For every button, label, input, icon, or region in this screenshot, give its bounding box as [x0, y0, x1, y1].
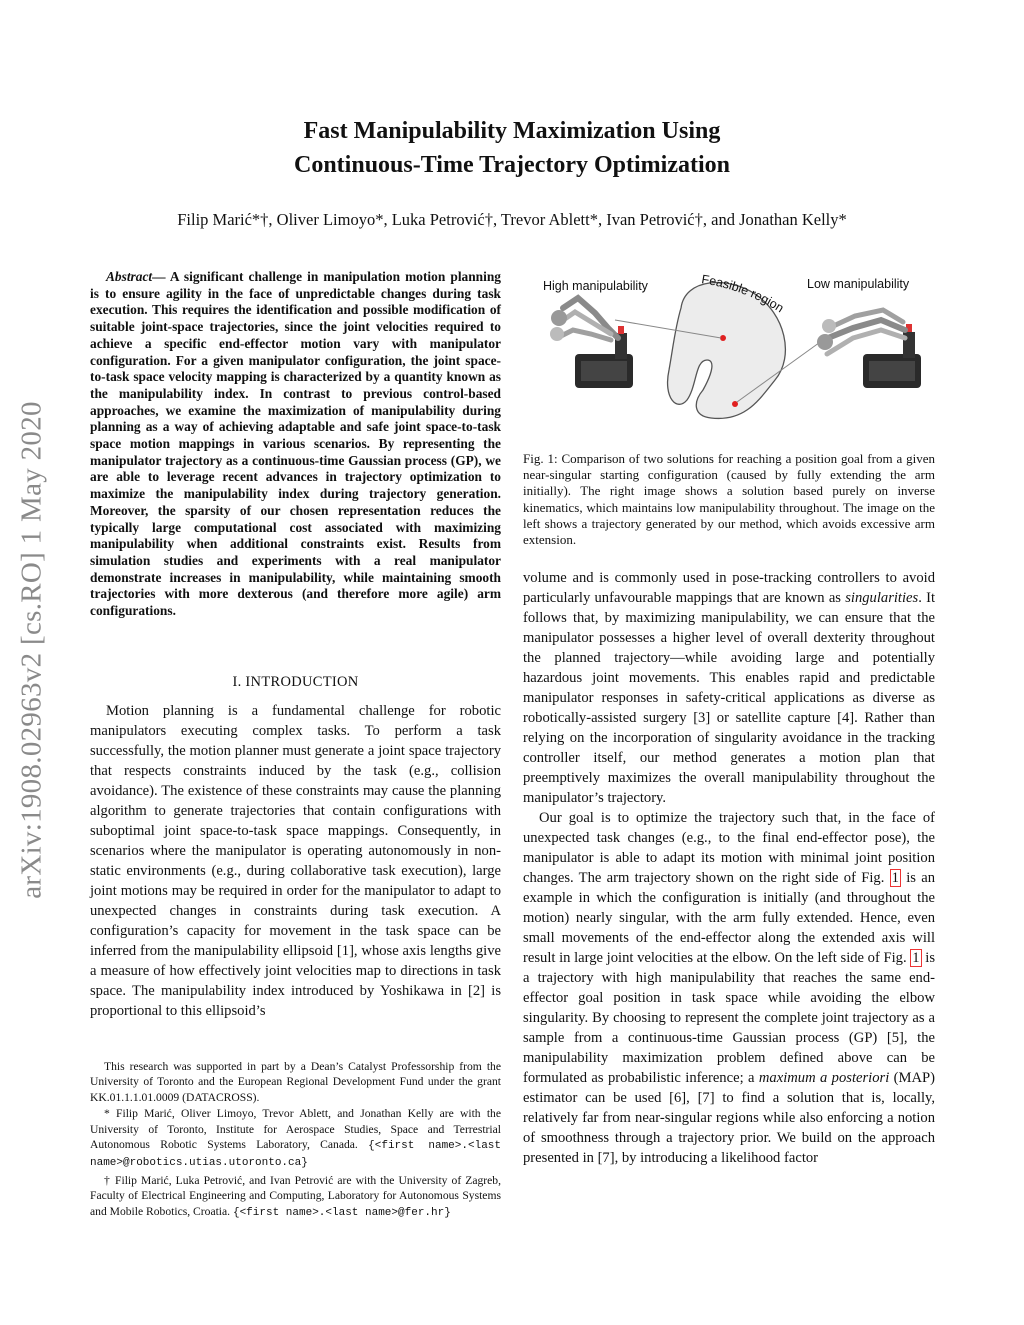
right-p1-text-a: volume and is commonly used in pose-tracking controllers to avoid particularly unfavourable mappings that are known as	[523, 570, 935, 606]
footnote-zagreb	[90, 1173, 501, 1221]
author-list: Filip Marić*†, Oliver Limoyo*, Luka Petrović†, Trevor Ablett*, Ivan Petrović†, and Jonathan Kelly*	[177, 210, 847, 229]
section-heading-introduction: I. INTRODUCTION	[232, 674, 359, 690]
fig-ref-link-2[interactable]: 1	[912, 950, 920, 966]
right-p2-text-a: Our goal is to optimize the trajectory such that, in the face of unexpected task changes (e.g., to the final end-effector pose), the manipulator is able to adapt its motion with minimal joint position changes. The arm trajectory shown on the right side of Fig.	[523, 810, 935, 886]
figure-1	[523, 268, 935, 446]
title-line-2: Continuous-Time Trajectory Optimization	[294, 152, 730, 178]
paper-title	[130, 114, 894, 182]
intro-paragraph: Motion planning is a fundamental challenge for robotic manipulators executing complex tasks. To perform a task successfully, the motion planner must generate a joint space trajectory that respects constraints induced by the task (e.g., collision avoidance). The existence of these constraints may cause the planning algorithm to generate trajectories that contain configurations with suboptimal joint space-to-task space mappings. Consequently, in scenarios where the manipulator is operating autonomously in non-static environments (e.g., during collaborative task execution), large joint motions may be required in order for the manipulator to adapt to unexpected changes in constraints during task execution. A configuration’s capacity for movement in the task space can be inferred from the manipulability ellipsoid [1], whose axis lengths give a measure of how effectively joint velocities map to directions in task space. The manipulability index introduced by Yoshikawa in [2] is proportional to this ellipsoid’s	[90, 703, 501, 1019]
right-paragraph-1	[523, 568, 935, 808]
robot-right-image	[817, 310, 921, 388]
label-high-manipulability: High manipulability	[543, 279, 648, 293]
footnote-toronto-email[interactable]: {<first name>.<last name>@robotics.utias.utoronto.ca}	[90, 1140, 501, 1170]
right-p2-text-b: is an example in which the configuration is initially (and throughout the motion) nearly singular, with the arm fully extended. Hence, even small movements of the end-effector along the extended axis will result in large joint velocities at the elbow. On the left side of Fig.	[523, 870, 935, 966]
right-p2-text-c: is a trajectory with high manipulability that reaches the same end-effector goal position in task space while avoiding the elbow singularity. By choosing to represent the complete joint trajectory as a sample from a continuous-time Gaussian process (GP) [5], the manipulability maximization problem defined above can be formulated as probabilistic inference; a	[523, 950, 935, 1086]
robot-left-image	[550, 298, 633, 388]
label-low-manipulability: Low manipulability	[807, 277, 910, 291]
footnote-toronto-text: * Filip Marić, Oliver Limoyo, Trevor Ablett, and Jonathan Kelly are with the University of Toronto, Institute for Aerospace Studies, Space and Terrestrial Autonomous Robotic Systems Laboratory, Canada.	[90, 1107, 501, 1152]
right-column-body	[523, 568, 935, 1168]
arxiv-identifier	[8, 340, 56, 960]
arxiv-id-text: arXiv:1908.02963v2 [cs.RO] 1 May 2020	[15, 401, 48, 899]
introduction-body	[90, 701, 501, 1021]
right-p1-emphasis: singularities	[845, 590, 919, 606]
right-p1-text-b: . It follows that, by maximizing manipulability, we can ensure that the manipulator possesses a higher level of overall dexterity throughout the planned trajectory—while avoiding large and potentially hazardous joint movements. This enables rapid and predictable manipulator responses in safety-critical applications as diverse as robotically-assisted surgery [3] or satellite capture [4]. Rather than relying on the incorporation of singularity avoidance in the tracking controller itself, our method generates a motion plan that preemptively maximizes the overall manipulability throughout the manipulator’s trajectory.	[523, 590, 935, 806]
label-feasible-region-path: Feasible region	[700, 272, 787, 316]
footnote-zagreb-text: † Filip Marić, Luka Petrović, and Ivan Petrović are with the University of Zagreb, Faculty of Electrical Engineering and Computing, Laboratory for Autonomous Systems and Mobile Robotics, Croatia.	[90, 1173, 501, 1218]
footnote-zagreb-email[interactable]: {<first name>.<last name>@fer.hr}	[232, 1206, 451, 1219]
title-line-1: Fast Manipulability Maximization Using	[303, 118, 721, 144]
right-paragraph-2	[523, 808, 935, 1168]
footnotes	[90, 1059, 501, 1222]
abstract	[90, 269, 501, 620]
figure-1-illustration	[523, 268, 935, 446]
right-p2-text-d: (MAP) estimator can be used [6], [7] to find a solution that is, locally, relatively far from near-singular regions while also enforcing a notion of smoothness through a trajectory prior. We build on the approach presented in [7], by introducing a likelihood factor	[523, 1070, 935, 1166]
footnote-funding: This research was supported in part by a Dean’s Catalyst Professorship from the University of Toronto and the European Regional Development Fund under the grant KK.01.1.1.01.0009 (DATACROSS).	[90, 1060, 501, 1104]
abstract-label: Abstract	[106, 269, 153, 284]
footnote-toronto	[90, 1106, 501, 1172]
figure-1-caption: Fig. 1: Comparison of two solutions for reaching a position goal from a given near-singular starting configuration (caused by fully extending the arm initially). The right image shows a solution based purely on inverse kinematics, which maintains low manipulability throughout. The image on the left shows a trajectory generated by our method, which avoids excessive arm extension.	[523, 451, 935, 548]
fig-ref-link-1[interactable]: 1	[891, 870, 899, 886]
right-p2-emphasis: maximum a posteriori	[758, 1070, 890, 1086]
abstract-text: — A significant challenge in manipulation motion planning is to ensure agility in the face of unpredictable changes during task execution. This requires the identification and possible modification of suitable joint-space trajectories, since the joint velocities required to achieve a specific end-effector motion vary with manipulator configuration. For a given manipulator configuration, the joint space-to-task space velocity mapping is characterized by a quantity known as the manipulability index. In contrast to previous control-based approaches, we examine the maximization of manipulability during planning as a way of achieving adaptable and safe joint space-to-task space motion mappings in various scenarios. By representing the manipulator trajectory as a continuous-time Gaussian process (GP), we are able to leverage recent advances in trajectory optimization to maximize the manipulability index during trajectory generation. Moreover, the sparsity of our chosen representation reduces the typically large computational cost associated with maximizing manipulability when additional constraints exist. Results from simulation studies and experiments with a real manipulator demonstrate increases in manipulability, while maintaining smooth trajectories with more dexterous (and therefore more agile) arm configurations.	[90, 269, 501, 619]
